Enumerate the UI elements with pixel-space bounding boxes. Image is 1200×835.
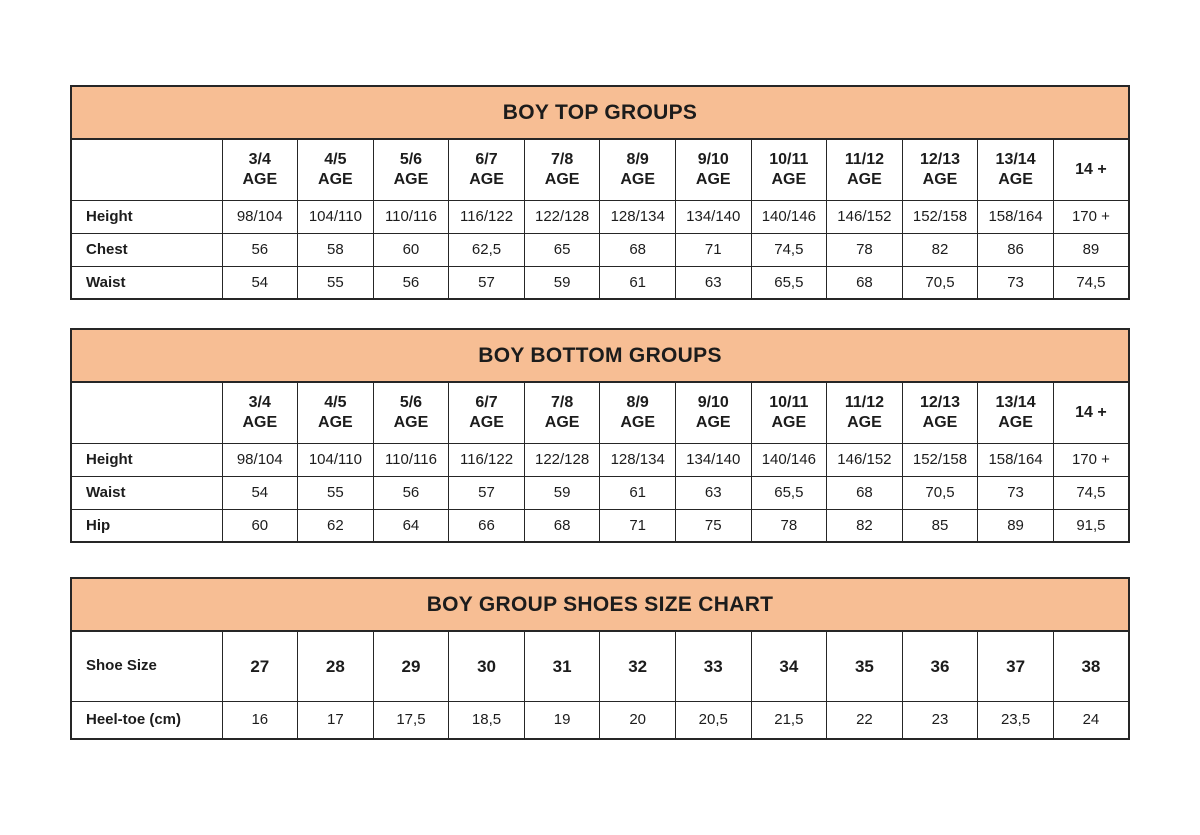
table-title-band: [70, 328, 1130, 381]
column-header-line1: 5/6: [399, 393, 423, 411]
data-cell: 128/134: [600, 200, 676, 233]
data-cell: 57: [449, 266, 525, 299]
row-label: Height: [71, 443, 222, 476]
data-cell: 134/140: [675, 443, 751, 476]
data-cell: 86: [978, 233, 1054, 266]
data-cell: 62: [298, 509, 374, 542]
column-header-cell: [600, 382, 676, 443]
column-header-cell: [222, 139, 298, 200]
column-header-cell: [751, 631, 827, 701]
column-header-line1: 3/4: [248, 393, 271, 411]
column-header-cell: [827, 139, 903, 200]
table-row: [71, 476, 1129, 509]
column-header-line2: AGE: [242, 170, 278, 188]
column-header-line2: AGE: [393, 413, 429, 431]
column-header-line2: AGE: [771, 413, 807, 431]
column-header-cell: [524, 382, 600, 443]
data-cell: 61: [600, 266, 676, 299]
table-title: BOY BOTTOM GROUPS: [478, 343, 722, 367]
data-cell: 104/110: [298, 443, 374, 476]
data-cell: 21,5: [751, 701, 827, 739]
column-header-line2: AGE: [695, 170, 731, 188]
column-header-row: [71, 382, 1129, 443]
column-header-line1: 11/12: [844, 393, 884, 411]
column-header-cell: [298, 139, 374, 200]
column-header-cell: [222, 382, 298, 443]
column-header-line2: AGE: [544, 170, 580, 188]
column-header-line1: 36: [930, 656, 950, 676]
data-cell: 23: [902, 701, 978, 739]
data-cell: 56: [222, 233, 298, 266]
row-label: Waist: [71, 476, 222, 509]
column-header-line1: 8/9: [626, 393, 649, 411]
column-header-cell: [600, 631, 676, 701]
column-header-cell: [751, 382, 827, 443]
data-cell: 122/128: [524, 443, 600, 476]
data-cell: 110/116: [373, 443, 449, 476]
data-cell: 89: [1053, 233, 1129, 266]
column-header-line1: 11/12: [844, 150, 884, 168]
table-row: [71, 200, 1129, 233]
boy-bottom-groups-table: [70, 381, 1130, 543]
column-header-line1: 29: [401, 656, 421, 676]
column-header-cell: [751, 139, 827, 200]
column-header-row: [71, 139, 1129, 200]
data-cell: 17: [298, 701, 374, 739]
column-header-line2: AGE: [318, 413, 353, 431]
column-header-line1: 30: [477, 656, 496, 676]
data-cell: 18,5: [449, 701, 525, 739]
data-cell: 54: [222, 266, 298, 299]
data-cell: 60: [373, 233, 449, 266]
boy-top-groups-table: [70, 138, 1130, 300]
data-cell: 104/110: [298, 200, 374, 233]
column-header-line1: 6/7: [475, 150, 498, 168]
column-header-cell: [978, 382, 1054, 443]
data-cell: 170 +: [1053, 200, 1129, 233]
data-cell: 65,5: [751, 476, 827, 509]
data-cell: 68: [600, 233, 676, 266]
data-cell: 64: [373, 509, 449, 542]
row-label: Waist: [71, 266, 222, 299]
column-header-cell: [675, 631, 751, 701]
column-header-line1: 7/8: [550, 393, 574, 411]
column-header-line2: AGE: [771, 170, 807, 188]
column-header-line1: 6/7: [475, 393, 498, 411]
column-header-line1: 37: [1006, 656, 1026, 676]
data-cell: 68: [524, 509, 600, 542]
column-header-line1: 35: [854, 656, 874, 676]
column-header-line2: AGE: [998, 170, 1033, 188]
data-cell: 75: [675, 509, 751, 542]
column-header-cell: [298, 382, 374, 443]
row-label: Hip: [71, 509, 222, 542]
data-cell: 140/146: [751, 200, 827, 233]
data-cell: 82: [902, 233, 978, 266]
column-header-cell: [1053, 382, 1129, 443]
data-cell: 20: [600, 701, 676, 739]
column-header-line2: AGE: [544, 413, 580, 431]
column-header-row: [71, 631, 1129, 701]
data-cell: 152/158: [902, 443, 978, 476]
data-cell: 170 +: [1053, 443, 1129, 476]
row-label: Heel-toe (cm): [71, 701, 222, 739]
data-cell: 82: [827, 509, 903, 542]
data-cell: 23,5: [978, 701, 1054, 739]
data-cell: 71: [600, 509, 676, 542]
data-cell: 58: [298, 233, 374, 266]
row-label: Height: [71, 200, 222, 233]
column-header-cell: [373, 382, 449, 443]
column-header-line1: 12/13: [919, 393, 961, 411]
data-cell: 110/116: [373, 200, 449, 233]
data-cell: 70,5: [902, 266, 978, 299]
data-cell: 24: [1053, 701, 1129, 739]
column-header-line2: AGE: [922, 170, 958, 188]
column-header-line1: 5/6: [399, 150, 423, 168]
data-cell: 59: [524, 266, 600, 299]
data-cell: 16: [222, 701, 298, 739]
column-header-cell: [978, 139, 1054, 200]
column-header-line1: 10/11: [769, 393, 809, 411]
column-header-line1: 33: [703, 656, 723, 676]
column-header-line1: 4/5: [324, 150, 347, 168]
row-label: Chest: [71, 233, 222, 266]
data-cell: 56: [373, 476, 449, 509]
column-header-line2: AGE: [393, 170, 429, 188]
data-cell: 66: [449, 509, 525, 542]
table-row: [71, 509, 1129, 542]
table-title-band: [70, 577, 1130, 630]
table-row: [71, 266, 1129, 299]
column-header-line2: AGE: [847, 413, 882, 431]
column-header-line1: 14 +: [1075, 403, 1107, 421]
data-cell: 60: [222, 509, 298, 542]
data-cell: 65: [524, 233, 600, 266]
data-cell: 122/128: [524, 200, 600, 233]
column-header-line2: AGE: [242, 413, 278, 431]
column-header-cell: [902, 631, 978, 701]
data-cell: 65,5: [751, 266, 827, 299]
data-cell: 89: [978, 509, 1054, 542]
data-cell: 74,5: [1053, 476, 1129, 509]
column-header-line1: 38: [1081, 656, 1101, 676]
data-cell: 61: [600, 476, 676, 509]
boy-top-groups-section: [70, 85, 1130, 300]
column-header-line1: 14 +: [1075, 160, 1107, 178]
column-header-cell: [524, 631, 600, 701]
data-cell: 20,5: [675, 701, 751, 739]
corner-label: Shoe Size: [71, 631, 222, 701]
table-title: BOY TOP GROUPS: [502, 100, 698, 124]
column-header-line2: AGE: [922, 413, 958, 431]
column-header-line2: AGE: [620, 413, 656, 431]
table-row: [71, 233, 1129, 266]
column-header-cell: [902, 139, 978, 200]
column-header-cell: [1053, 139, 1129, 200]
data-cell: 98/104: [222, 200, 298, 233]
data-cell: 63: [675, 476, 751, 509]
column-header-cell: [222, 631, 298, 701]
corner-label: [71, 382, 222, 443]
column-header-cell: [675, 382, 751, 443]
table-title: BOY GROUP SHOES SIZE CHART: [426, 592, 774, 616]
data-cell: 56: [373, 266, 449, 299]
table-row: [71, 443, 1129, 476]
data-cell: 78: [827, 233, 903, 266]
data-cell: 78: [751, 509, 827, 542]
column-header-line2: AGE: [998, 413, 1033, 431]
column-header-line1: 27: [250, 656, 270, 676]
column-header-line1: 13/14: [995, 393, 1036, 411]
data-cell: 62,5: [449, 233, 525, 266]
column-header-line1: 34: [779, 656, 799, 676]
column-header-line1: 7/8: [550, 150, 574, 168]
data-cell: 91,5: [1053, 509, 1129, 542]
boy-bottom-groups-section: [70, 328, 1130, 543]
data-cell: 19: [524, 701, 600, 739]
column-header-line1: 8/9: [626, 150, 649, 168]
column-header-cell: [1053, 631, 1129, 701]
column-header-line2: AGE: [469, 413, 504, 431]
data-cell: 73: [978, 266, 1054, 299]
column-header-line1: 3/4: [248, 150, 271, 168]
column-header-line1: 28: [325, 656, 345, 676]
data-cell: 74,5: [751, 233, 827, 266]
data-cell: 70,5: [902, 476, 978, 509]
column-header-line1: 9/10: [697, 150, 729, 168]
table-row: [71, 701, 1129, 739]
column-header-cell: [600, 139, 676, 200]
data-cell: 55: [298, 266, 374, 299]
column-header-cell: [449, 631, 525, 701]
data-cell: 55: [298, 476, 374, 509]
column-header-cell: [373, 139, 449, 200]
column-header-line2: AGE: [695, 413, 731, 431]
column-header-cell: [449, 139, 525, 200]
column-header-cell: [902, 382, 978, 443]
column-header-line1: 9/10: [697, 393, 729, 411]
data-cell: 74,5: [1053, 266, 1129, 299]
column-header-line1: 31: [552, 656, 572, 676]
column-header-cell: [298, 631, 374, 701]
data-cell: 73: [978, 476, 1054, 509]
boy-shoes-size-table: [70, 630, 1130, 740]
data-cell: 17,5: [373, 701, 449, 739]
data-cell: 68: [827, 476, 903, 509]
column-header-cell: [449, 382, 525, 443]
column-header-line1: 4/5: [324, 393, 347, 411]
data-cell: 116/122: [449, 200, 525, 233]
data-cell: 63: [675, 266, 751, 299]
column-header-cell: [978, 631, 1054, 701]
column-header-line1: 13/14: [995, 150, 1036, 168]
data-cell: 71: [675, 233, 751, 266]
data-cell: 158/164: [978, 443, 1054, 476]
data-cell: 134/140: [675, 200, 751, 233]
column-header-line2: AGE: [847, 170, 882, 188]
column-header-line1: 12/13: [919, 150, 961, 168]
data-cell: 98/104: [222, 443, 298, 476]
column-header-line2: AGE: [318, 170, 353, 188]
corner-label: [71, 139, 222, 200]
column-header-cell: [827, 631, 903, 701]
data-cell: 59: [524, 476, 600, 509]
column-header-line2: AGE: [469, 170, 504, 188]
column-header-line2: AGE: [620, 170, 656, 188]
column-header-cell: [373, 631, 449, 701]
data-cell: 116/122: [449, 443, 525, 476]
data-cell: 128/134: [600, 443, 676, 476]
data-cell: 158/164: [978, 200, 1054, 233]
data-cell: 85: [902, 509, 978, 542]
column-header-line1: 32: [628, 656, 648, 676]
column-header-line1: 10/11: [769, 150, 809, 168]
data-cell: 54: [222, 476, 298, 509]
table-title-band: [70, 85, 1130, 138]
data-cell: 22: [827, 701, 903, 739]
boy-shoes-size-section: [70, 577, 1130, 740]
column-header-cell: [524, 139, 600, 200]
column-header-cell: [827, 382, 903, 443]
data-cell: 146/152: [827, 200, 903, 233]
data-cell: 68: [827, 266, 903, 299]
data-cell: 146/152: [827, 443, 903, 476]
data-cell: 140/146: [751, 443, 827, 476]
data-cell: 152/158: [902, 200, 978, 233]
data-cell: 57: [449, 476, 525, 509]
column-header-cell: [675, 139, 751, 200]
